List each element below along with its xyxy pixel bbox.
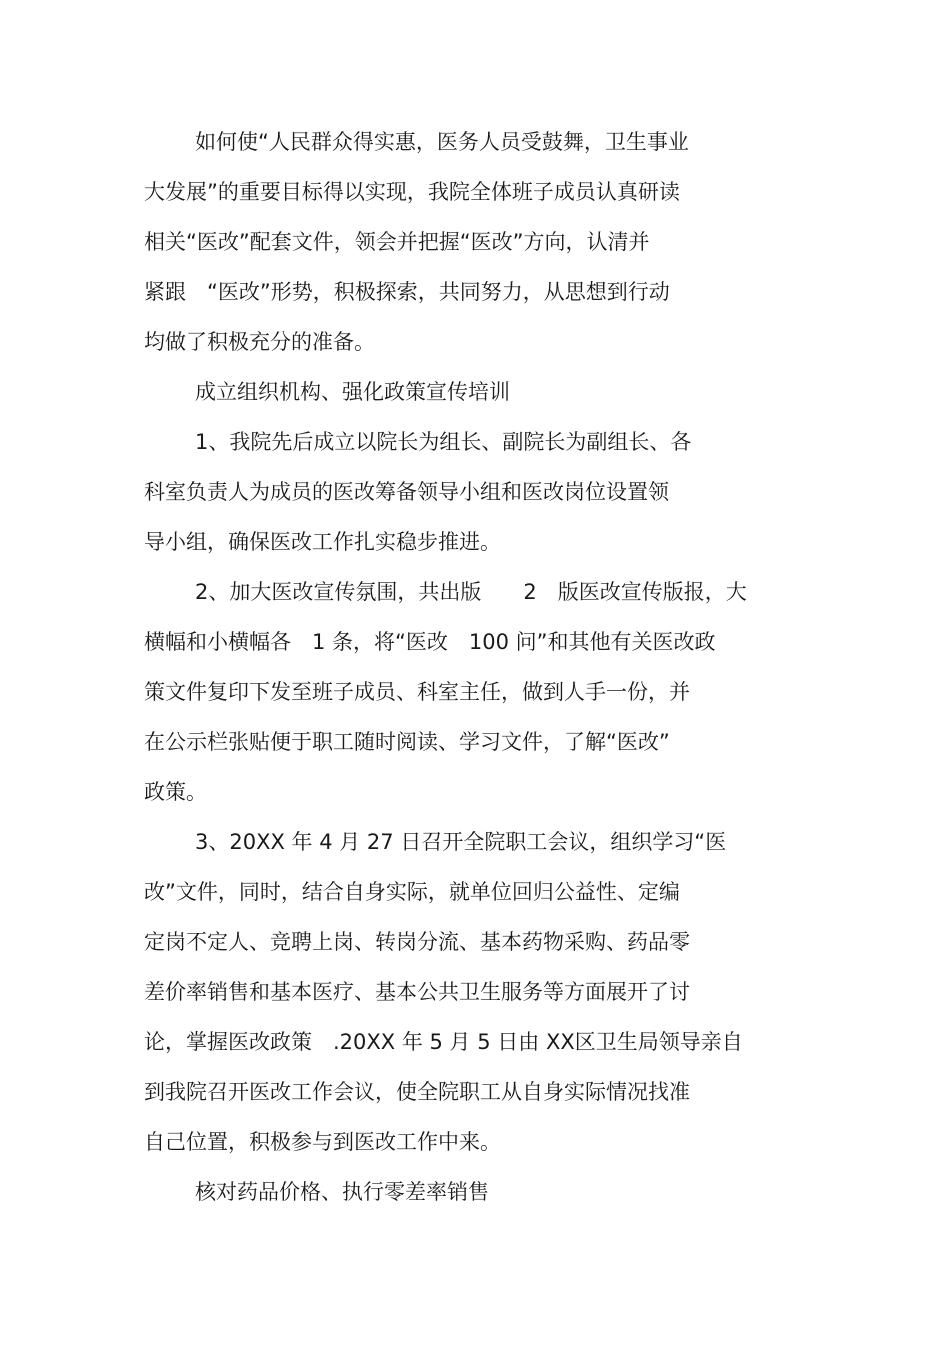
text-line: 横幅和小横幅各 1 条，将“医改 100 问”和其他有关医改政 — [144, 630, 716, 654]
text-line: 差价率销售和基本医疗、基本公共卫生服务等方面展开了讨 — [144, 980, 690, 1004]
text-line: 在公示栏张贴便于职工随时阅读、学习文件，了解“医改” — [144, 730, 670, 754]
text-line: 政策。 — [144, 780, 207, 804]
text-line: 定岗不定人、竞聘上岗、转岗分流、基本药物采购、药品零 — [144, 930, 690, 954]
text-line: 如何使“人民群众得实惠，医务人员受鼓舞，卫生事业 — [195, 130, 689, 154]
text-line: 均做了积极充分的准备。 — [144, 330, 375, 354]
text-line: 1、我院先后成立以院长为组长、副院长为副组长、各 — [195, 430, 692, 454]
text-line: 到我院召开医改工作会议，使全院职工从自身实际情况找准 — [144, 1080, 690, 1104]
section-heading: 成立组织机构、强化政策宣传培训 — [195, 380, 510, 404]
text-line: 改”文件，同时，结合自身实际，就单位回归公益性、定编 — [144, 880, 680, 904]
text-line: 自己位置，积极参与到医改工作中来。 — [144, 1130, 501, 1154]
text-line: 大发展”的重要目标得以实现，我院全体班子成员认真研读 — [144, 180, 680, 204]
text-line: 导小组，确保医改工作扎实稳步推进。 — [144, 530, 501, 554]
text-line: 紧跟 “医改”形势，积极探索，共同努力，从思想到行动 — [144, 280, 670, 304]
text-line: 科室负责人为成员的医改筹备领导小组和医改岗位设置领 — [144, 480, 669, 504]
text-line: 3、20XX 年 4 月 27 日召开全院职工会议，组织学习“医 — [195, 830, 727, 854]
text-line: 策文件复印下发至班子成员、科室主任，做到人手一份，并 — [144, 680, 690, 704]
section-heading: 核对药品价格、执行零差率销售 — [195, 1180, 489, 1204]
text-line: 论，掌握医改政策 .20XX 年 5 月 5 日由 XX区卫生局领导亲自 — [144, 1030, 743, 1054]
text-line: 2、加大医改宣传氛围，共出版 2 版医改宣传版报，大 — [195, 580, 747, 604]
text-line: 相关“医改”配套文件，领会并把握“医改”方向，认清并 — [144, 230, 650, 254]
